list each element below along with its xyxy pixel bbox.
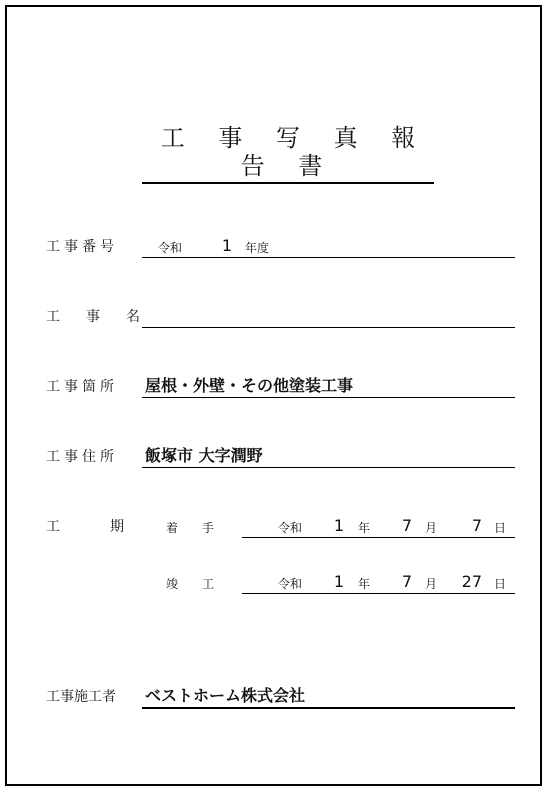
document-title: 工 事 写 真 報 告 書 [142,124,434,184]
period-end-month-unit: 月 [425,577,438,591]
address-rule [142,467,515,468]
name-label: 工 事 名 [46,309,146,325]
period-end-day: 27 [461,572,482,591]
period-start-label: 着 手 [166,521,215,535]
period-end-label: 竣 工 [166,577,215,591]
address-label: 工事住所 [46,449,118,465]
period-end-month: 7 [401,572,412,591]
period-start-day: 7 [471,516,482,535]
location-value: 屋根・外壁・その他塗装工事 [145,376,354,395]
location-rule [142,397,515,398]
number-era: 令和 [158,241,183,255]
period-end-rule [242,593,515,594]
number-year: 1 [221,236,232,255]
period-end-year: 1 [333,572,344,591]
period-start-month-unit: 月 [425,521,438,535]
period-end-year-unit: 年 [358,577,371,591]
period-label: 工 期 [46,519,126,535]
name-rule [142,327,515,328]
period-start-year: 1 [333,516,344,535]
period-start-year-unit: 年 [358,521,371,535]
period-start-month: 7 [401,516,412,535]
contractor-rule [142,707,515,709]
location-label: 工事箇所 [46,379,118,395]
number-label: 工事番号 [46,239,118,255]
period-end-day-unit: 日 [494,577,507,591]
number-year-suffix: 年度 [245,241,270,255]
period-start-rule [242,537,515,538]
period-start-day-unit: 日 [494,521,507,535]
contractor-value: ベストホーム株式会社 [145,686,306,705]
number-rule [142,257,515,258]
period-end-era: 令和 [278,577,303,591]
contractor-label: 工事施工者 [46,689,116,705]
address-value: 飯塚市 大字潤野 [145,446,263,465]
period-start-era: 令和 [278,521,303,535]
